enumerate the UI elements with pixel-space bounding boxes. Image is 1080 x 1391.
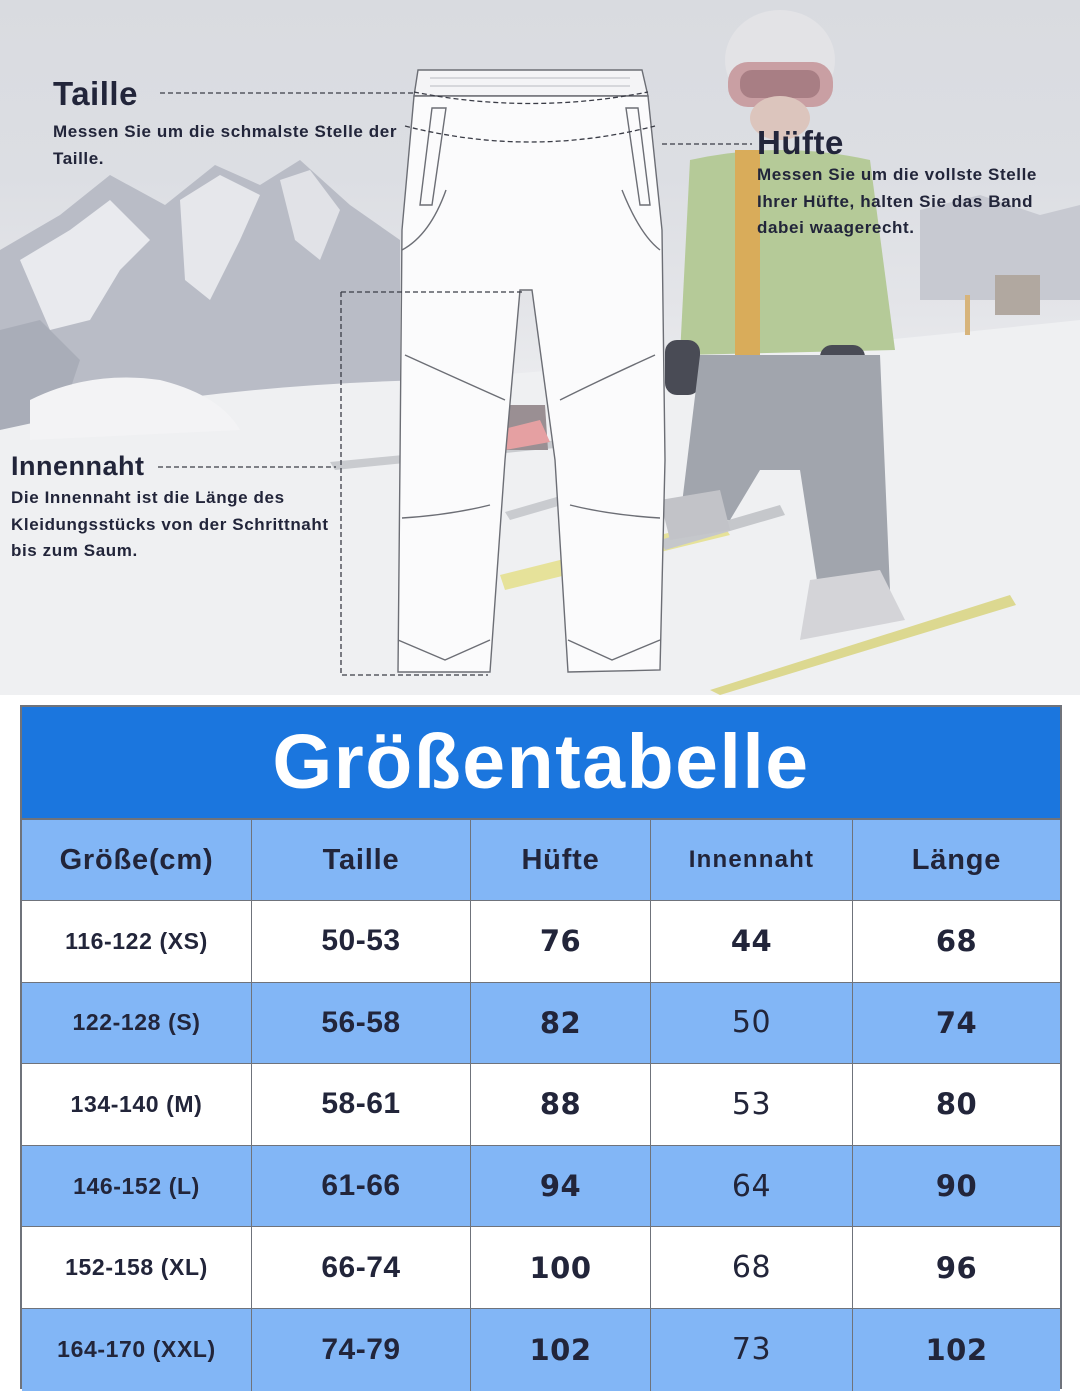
cell-innennaht: 53 <box>651 1064 853 1146</box>
table-header-row <box>22 820 1060 901</box>
cell-size: 116-122 (XS) <box>22 901 252 983</box>
cell-taille: 66-74 <box>252 1227 471 1309</box>
column-header-innennaht: Innennaht <box>651 820 853 901</box>
callout-huefte <box>757 124 1077 242</box>
cell-laenge: 102 <box>853 1309 1060 1391</box>
size-chart-table <box>20 705 1062 1389</box>
table-row <box>22 983 1060 1065</box>
measurement-illustration <box>0 0 1080 695</box>
callout-taille-title: Taille <box>53 75 138 112</box>
column-header-taille: Taille <box>252 820 471 901</box>
cell-size: 122-128 (S) <box>22 983 252 1065</box>
cell-taille: 74-79 <box>252 1309 471 1391</box>
callout-huefte-description: Messen Sie um die vollste Stelle Ihrer Hüfte, halten Sie das Band dabei waagerecht. <box>757 165 1037 237</box>
cell-huefte: 88 <box>471 1064 651 1146</box>
table-row <box>22 1309 1060 1391</box>
cell-laenge: 96 <box>853 1227 1060 1309</box>
cell-size: 164-170 (XXL) <box>22 1309 252 1391</box>
cell-taille: 50-53 <box>252 901 471 983</box>
callout-innennaht-description: Die Innennaht ist die Länge des Kleidungsstücks von der Schrittnaht bis zum Saum. <box>11 488 329 560</box>
cell-innennaht: 73 <box>651 1309 853 1391</box>
cell-huefte: 94 <box>471 1146 651 1228</box>
callout-innennaht <box>11 449 331 565</box>
cell-size: 134-140 (M) <box>22 1064 252 1146</box>
cell-huefte: 100 <box>471 1227 651 1309</box>
cell-huefte: 102 <box>471 1309 651 1391</box>
cell-laenge: 74 <box>853 983 1060 1065</box>
cell-taille: 58-61 <box>252 1064 471 1146</box>
cell-huefte: 82 <box>471 983 651 1065</box>
cell-innennaht: 44 <box>651 901 853 983</box>
table-row <box>22 1227 1060 1309</box>
callout-taille <box>53 74 413 172</box>
size-chart-title: Größentabelle <box>22 707 1060 820</box>
cell-taille: 56-58 <box>252 983 471 1065</box>
cell-innennaht: 50 <box>651 983 853 1065</box>
callout-huefte-title: Hüfte <box>757 124 844 161</box>
cell-innennaht: 64 <box>651 1146 853 1228</box>
cell-laenge: 68 <box>853 901 1060 983</box>
cell-huefte: 76 <box>471 901 651 983</box>
cell-innennaht: 68 <box>651 1227 853 1309</box>
callout-taille-description: Messen Sie um die schmalste Stelle der Taille. <box>53 122 398 168</box>
table-row <box>22 1146 1060 1228</box>
table-row <box>22 901 1060 983</box>
column-header-laenge: Länge <box>853 820 1060 901</box>
table-row <box>22 1064 1060 1146</box>
cell-laenge: 90 <box>853 1146 1060 1228</box>
cell-taille: 61-66 <box>252 1146 471 1228</box>
callout-innennaht-title: Innennaht <box>11 451 145 481</box>
column-header-size: Größe(cm) <box>22 820 252 901</box>
cell-size: 146-152 (L) <box>22 1146 252 1228</box>
cell-size: 152-158 (XL) <box>22 1227 252 1309</box>
column-header-huefte: Hüfte <box>471 820 651 901</box>
cell-laenge: 80 <box>853 1064 1060 1146</box>
